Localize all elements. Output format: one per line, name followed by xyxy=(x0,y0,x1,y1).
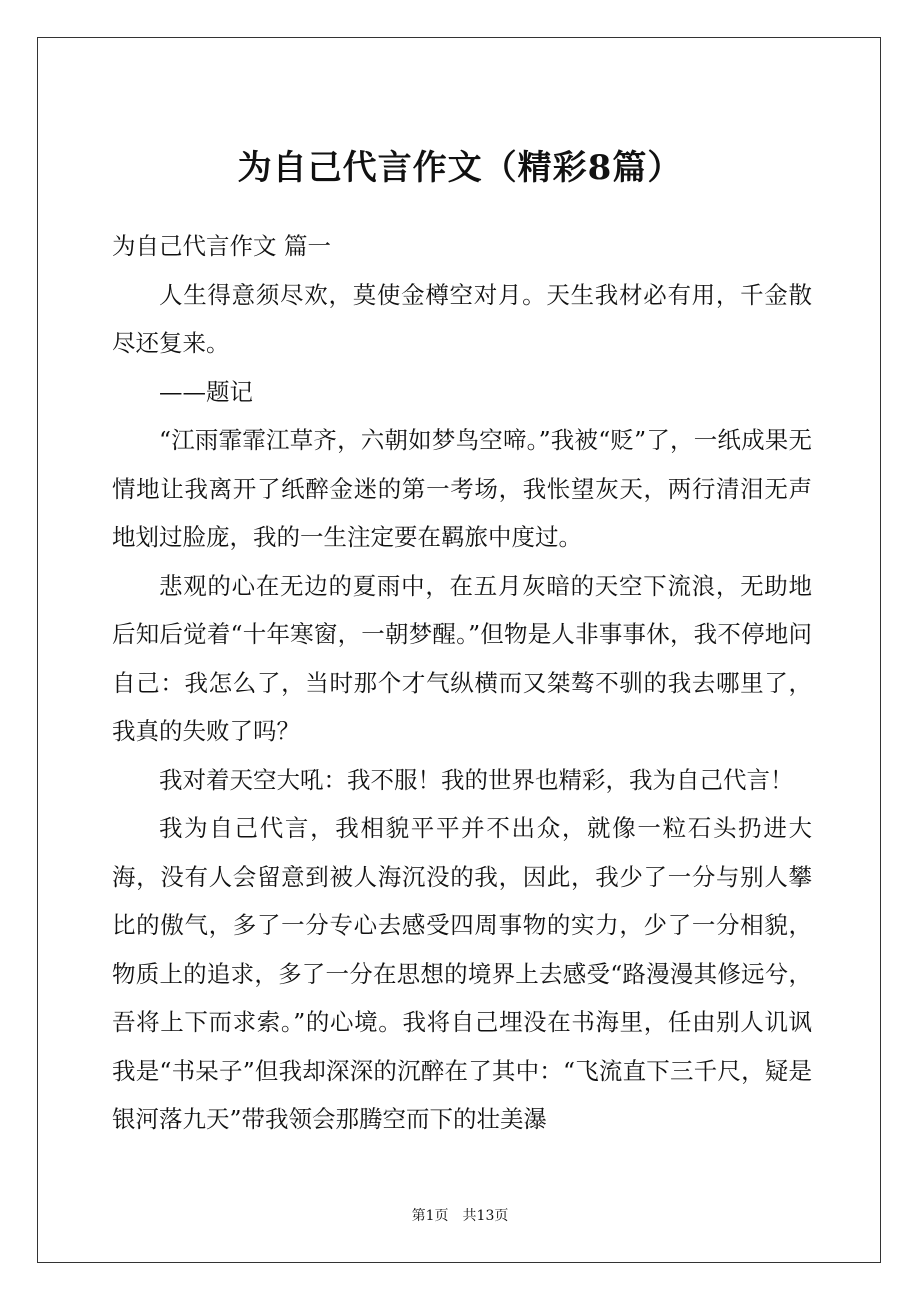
page-footer xyxy=(0,1206,920,1226)
document-title: 为自己代言作文（精彩8篇） xyxy=(237,148,683,188)
paragraph: 悲观的心在无边的夏雨中，在五月灰暗的天空下流浪，无助地后知后觉着“十年寒窗，一朝梦醒。”但物是人非事事休，我不停地问自己：我怎么了，当时那个才气纵横而又桀骜不驯的我去哪里了，我真的失败了吗？ xyxy=(112,571,812,745)
paragraph: ——题记 xyxy=(159,377,253,406)
paragraph: 我对着天空大吼：我不服！我的世界也精彩，我为自己代言！ xyxy=(159,765,794,794)
page-total: 共13页 xyxy=(462,1208,509,1224)
paragraph: 我为自己代言，我相貌平平并不出众，就像一粒石头扔进大海，没有人会留意到被人海沉没的我，因此，我少了一分与别人攀比的傲气，多了一分专心去感受四周事物的实力，少了一分相貌，物质上的追求，多了一分在思想的境界上去感受“路漫漫其修远兮，吾将上下而求索。”的心境。我将自己埋没在书海里，任由别人讥讽我是“书呆子”但我却深深的沉醉在了其中：“飞流直下三千尺，疑是银河落九天”带我领会那腾空而下的壮美瀑 xyxy=(112,814,812,1133)
page-number: 第1页 xyxy=(411,1208,449,1224)
paragraph: “江雨霏霏江草齐，六朝如梦鸟空啼。”我被“贬”了，一纸成果无情地让我离开了纸醉金迷的第一考场，我怅望灰天，两行清泪无声地划过脸庞，我的一生注定要在羁旅中度过。 xyxy=(112,426,812,551)
document-body xyxy=(112,222,812,1144)
paragraph: 人生得意须尽欢，莫使金樽空对月。天生我材必有用，千金散尽还复来。 xyxy=(112,280,812,357)
section-heading: 为自己代言作文 篇一 xyxy=(112,232,331,260)
